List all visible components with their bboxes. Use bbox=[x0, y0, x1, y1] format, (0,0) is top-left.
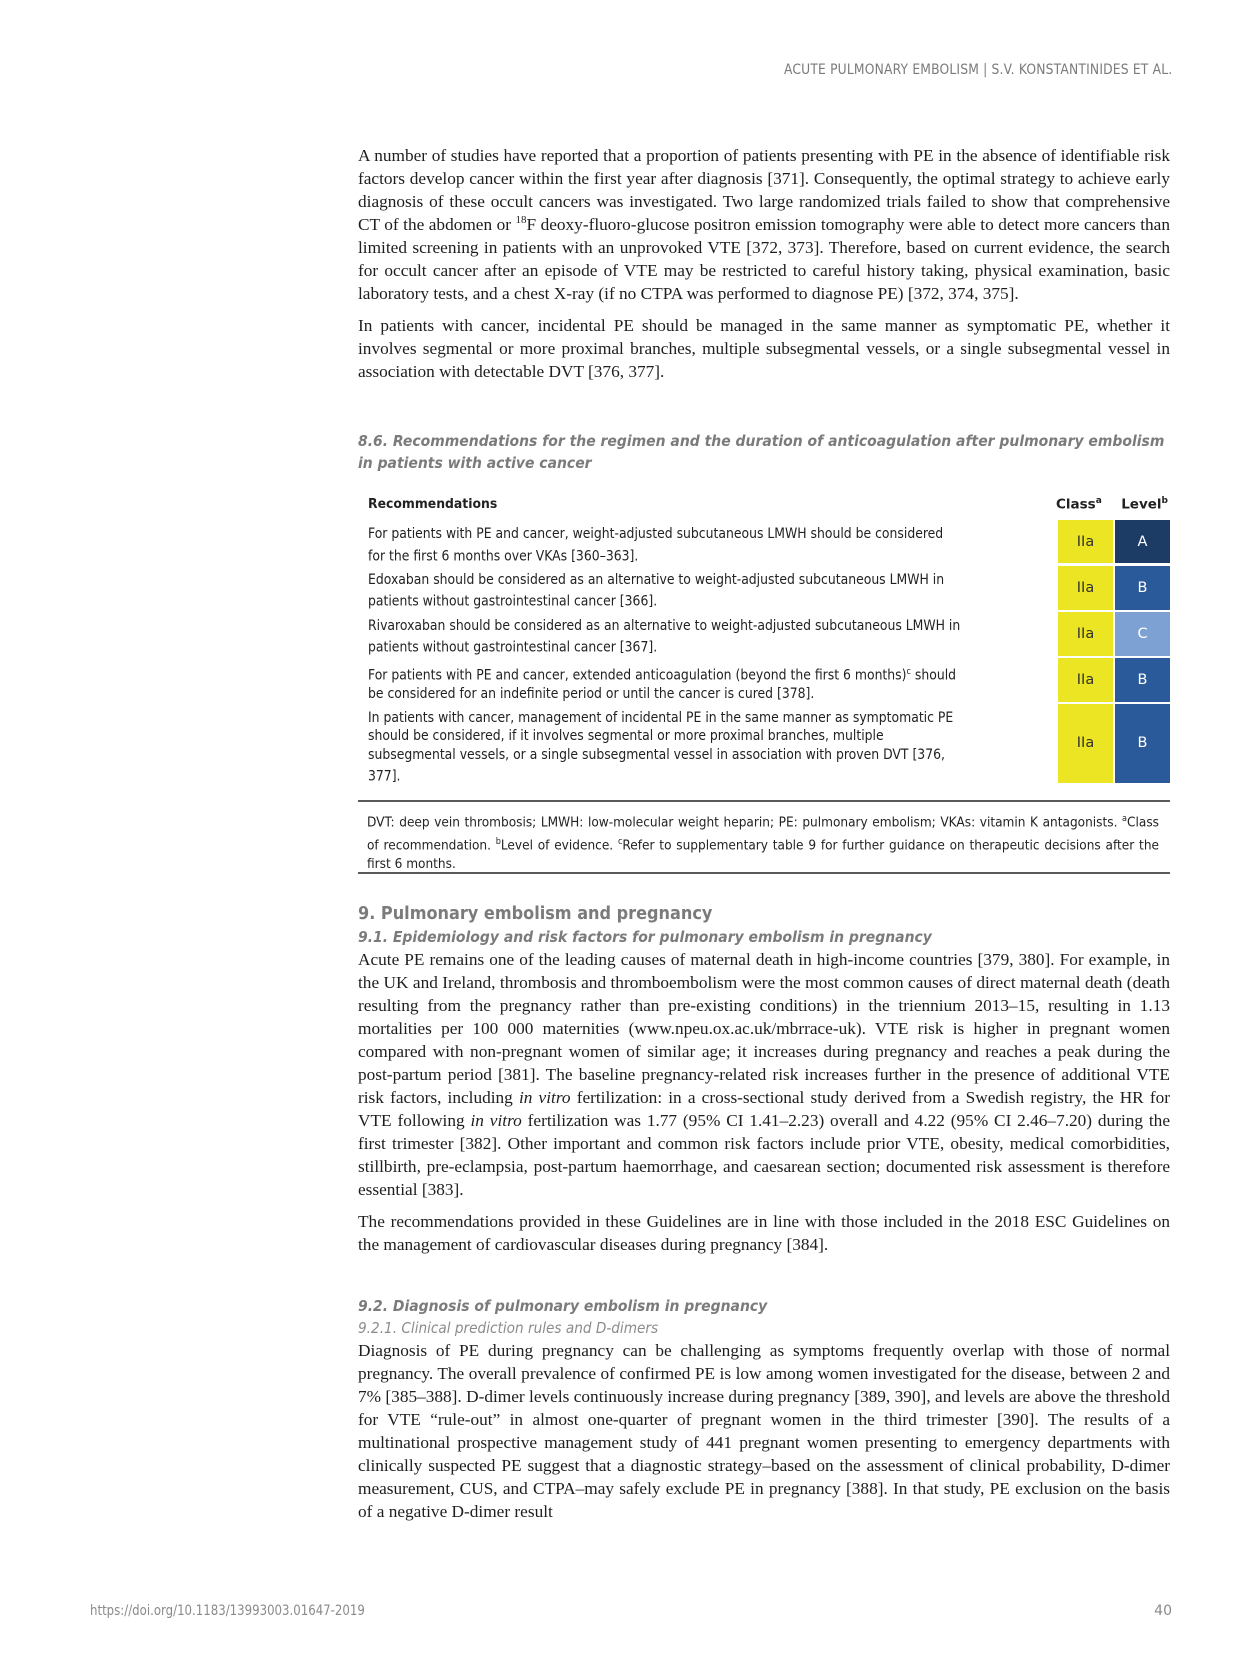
level-badge: A bbox=[1115, 520, 1170, 563]
class-level-cells bbox=[1058, 658, 1170, 702]
section-heading-9: 9. Pulmonary embolism and pregnancy bbox=[358, 904, 713, 925]
class-badge: IIa bbox=[1058, 658, 1113, 702]
body-paragraph: In patients with cancer, incidental PE should be managed in the same manner as symptomatic PE, whether it involves segmental or more proximal branches, multiple subsegmental vessels, or a single subsegmental vessel in association with detectable DVT [376, 377]. bbox=[358, 316, 1170, 381]
class-badge: IIa bbox=[1058, 520, 1113, 563]
recommendation-text: Edoxaban should be considered as an alternative to weight-adjusted subcutaneous LMWH in patients without gastrointestinal cancer [366]. bbox=[368, 571, 945, 610]
section-heading-9-2: 9.2. Diagnosis of pulmonary embolism in pregnancy bbox=[358, 1297, 768, 1316]
table-row bbox=[358, 658, 1170, 704]
class-level-cells bbox=[1058, 612, 1170, 656]
column-header-level: Level$^b$ bbox=[1121, 495, 1168, 512]
superscript: 18 bbox=[515, 214, 527, 227]
class-badge: IIa bbox=[1058, 566, 1113, 610]
running-head: ACUTE PULMONARY EMBOLISM | S.V. KONSTANTINIDES ET AL. bbox=[783, 62, 1172, 78]
section-heading-8-6: 8.6. Recommendations for the regimen and the duration of anticoagulation after pulmonary embolism in patients with active cancer bbox=[358, 432, 1165, 472]
doi-link[interactable]: https://doi.org/10.1183/13993003.01647-2019 bbox=[90, 1603, 365, 1619]
table-row bbox=[358, 520, 1170, 566]
class-level-cells bbox=[1058, 704, 1170, 783]
table-row bbox=[358, 704, 1170, 787]
level-badge: C bbox=[1115, 612, 1170, 656]
table-row bbox=[358, 566, 1170, 612]
level-badge: B bbox=[1115, 566, 1170, 610]
level-badge: B bbox=[1115, 658, 1170, 702]
table-body bbox=[358, 520, 1170, 786]
recommendations-table bbox=[358, 486, 1170, 786]
paragraph-text: F deoxy-fluoro-glucose positron emission tomography were able to detect more cancers than limited screening in patients with an unprovoked VTE [372, 373]. Therefore, based on current evidence, the search for occult cancer after an episode of VTE may be restricted to careful history taking, physical examination, basic laboratory tests, and a chest X-ray (if no CTPA was performed to diagnose PE) [372, 374, 375]. bbox=[358, 215, 1170, 303]
level-badge: B bbox=[1115, 704, 1170, 783]
table-notes: DVT: deep vein thrombosis; LMWH: low-molecular weight heparin; PE: pulmonary embolism; VKAs: vitamin K antagonists. $^a$Class of recommendation. $^b$Level of evidence. $^c$Refer to supplementary table 9 for further guidance on therapeutic decisions after the first 6 months. bbox=[367, 814, 1159, 873]
page-content bbox=[358, 144, 1170, 1532]
table-row bbox=[358, 612, 1170, 658]
column-headers-class-level bbox=[1056, 496, 1170, 513]
column-header-class: Class$^a$ bbox=[1056, 495, 1102, 512]
section-heading-9-1: 9.1. Epidemiology and risk factors for pulmonary embolism in pregnancy bbox=[358, 928, 932, 947]
table-header bbox=[358, 486, 1170, 512]
class-level-cells bbox=[1058, 520, 1170, 563]
section-heading-9-2-1: 9.2.1. Clinical prediction rules and D-dimers bbox=[358, 1319, 659, 1338]
column-header-recommendations: Recommendations bbox=[368, 496, 498, 512]
body-paragraph: Acute PE remains one of the leading causes of maternal death in high-income countries [379, 380]. For example, in the UK and Ireland, thrombosis and thromboembolism were the most common causes of direct maternal death (death resulting from the pregnancy rather than pre-existing conditions) in the triennium 2013–15, resulting in 1.13 mortalities per 100 000 maternities (www.npeu.ox.ac.uk/mbrrace-uk). VTE risk is higher in pregnant women compared with non-pregnant women of similar age; it increases during pregnancy and reaches a peak during the post-partum period [381]. The baseline pregnancy-related risk increases further in the presence of additional VTE risk factors, including in vitro fertilization: in a cross-sectional study derived from a Swedish registry, the HR for VTE following in vitro fertilization was 1.77 (95% CI 1.41–2.23) overall and 4.22 (95% CI 2.46–7.20) during the first trimester [382]. Other important and common risk factors include prior VTE, obesity, medical comorbidities, stillbirth, pre-eclampsia, post-partum haemorrhage, and caesarean section; documented risk assessment is therefore essential [383]. bbox=[358, 950, 1171, 1200]
body-paragraph bbox=[358, 144, 1170, 305]
recommendation-text: For patients with PE and cancer, extended anticoagulation (beyond the first 6 months)$^c$ should be considered for an indefinite period or until the cancer is cured [378]. bbox=[368, 666, 957, 702]
recommendation-text: Rivaroxaban should be considered as an alternative to weight-adjusted subcutaneous LMWH in patients without gastrointestinal cancer [367]. bbox=[368, 617, 961, 656]
page-number: 40 bbox=[1154, 1603, 1172, 1619]
body-paragraph: Diagnosis of PE during pregnancy can be challenging as symptoms frequently overlap with those of normal pregnancy. The overall prevalence of confirmed PE is low among women investigated for the disease, between 2 and 7% [385–388]. D-dimer levels continuously increase during pregnancy [389, 390], and levels are above the threshold for VTE “rule-out” in almost one-quarter of pregnant women in the third trimester [390]. The results of a multinational prospective management study of 441 pregnant women presenting to emergency departments with clinically suspected PE suggest that a diagnostic strategy–based on the assessment of clinical probability, D-dimer measurement, CUS, and CTPA–may safely exclude PE in pregnancy [388]. In that study, PE exclusion on the basis of a negative D-dimer result bbox=[358, 1341, 1170, 1522]
recommendation-text: In patients with cancer, management of incidental PE in the same manner as symptomatic PE should be considered, if it involves segmental or more proximal branches, multiple subsegmental vessels, or a single subsegmental vessel in association with proven DVT [376, 377]. bbox=[368, 709, 954, 785]
class-level-cells bbox=[1058, 566, 1170, 610]
class-badge: IIa bbox=[1058, 704, 1113, 783]
class-badge: IIa bbox=[1058, 612, 1113, 656]
paragraph-text: A number of studies have reported that a proportion of patients presenting with PE in the absence of identifiable risk factors develop cancer within the first year after diagnosis [371]. Consequently, the optimal strategy to achieve early diagnosis of these occult cancers was investigated. Two large randomized trials failed to show that comprehensive CT of the abdomen or bbox=[358, 146, 1170, 234]
recommendation-text: For patients with PE and cancer, weight-adjusted subcutaneous LMWH should be considered for the first 6 months over VKAs [360–363]. bbox=[368, 526, 944, 565]
body-paragraph: The recommendations provided in these Guidelines are in line with those included in the 2018 ESC Guidelines on the management of cardiovascular diseases during pregnancy [384]. bbox=[358, 1212, 1170, 1255]
